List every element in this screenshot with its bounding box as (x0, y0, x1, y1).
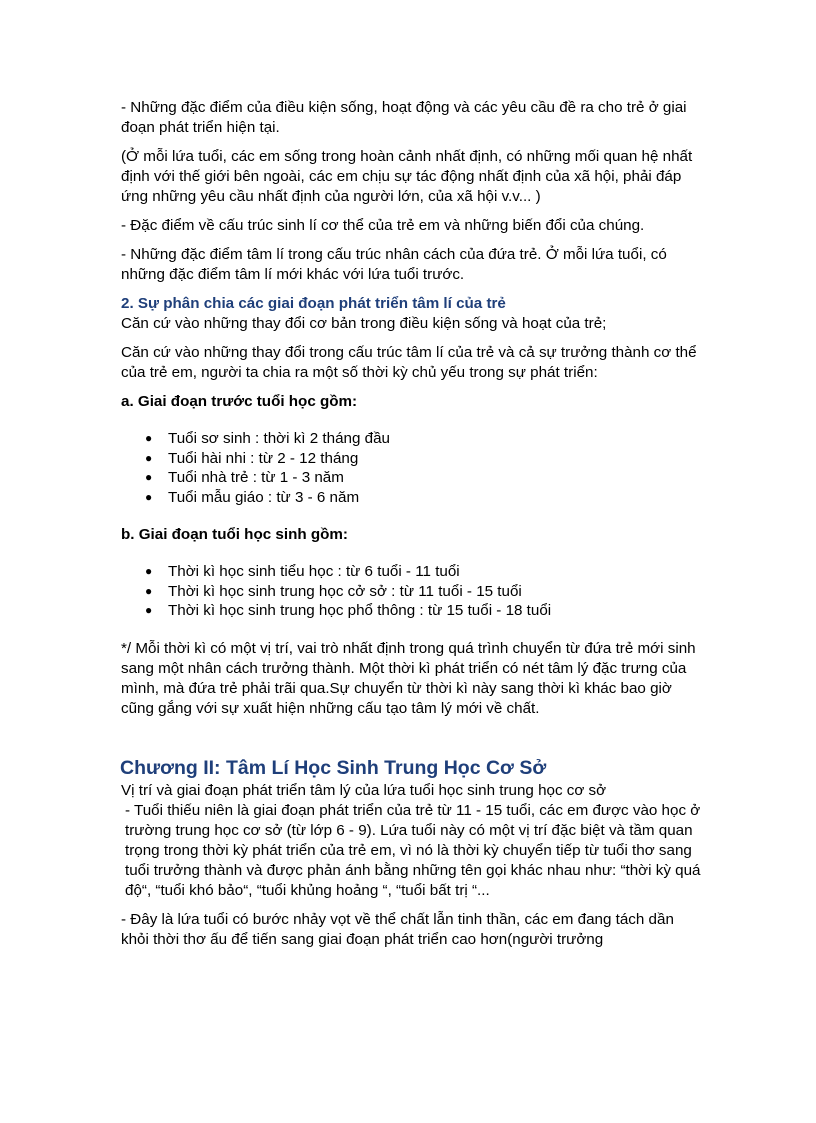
list-item (121, 582, 701, 602)
list-school-stages (121, 562, 701, 621)
document-page (121, 98, 701, 959)
list-item-text: Tuổi hài nhi : từ 2 - 12 tháng (168, 449, 359, 467)
chapter-title: Chương II: Tâm Lí Học Sinh Trung Học Cơ Sở (120, 756, 547, 779)
bullet-icon: ● (145, 564, 153, 578)
list-item (121, 488, 701, 508)
paragraph-basis-structure: Căn cứ vào những thay đổi trong cấu trúc tâm lí của trẻ và cả sự trưởng thành cơ thể của trẻ em, người ta chia ra một số thời kỳ chủ yếu trong sự phát triển: (121, 344, 697, 381)
paragraph-note: */ Mỗi thời kì có một vị trí, vai trò nhất định trong quá trình chuyển từ đứa trẻ mới sinh sang một nhân cách trưởng thành. Một thời kì phát triển có nét tâm lý đặc trưng của mình, mà đứa trẻ phải trãi qua.Sự chuyển từ thời kì này sang thời kì khác bao giờ cũng gắng với sự xuất hiện những cấu tạo tâm lý mới về chất. (121, 639, 696, 717)
list-item (121, 562, 701, 582)
paragraph-basis-living: Căn cứ vào những thay đổi cơ bản trong điều kiện sống và hoạt của trẻ; (121, 315, 607, 332)
list-item-text: Thời kì học sinh tiểu học : từ 6 tuổi - 11 tuổi (168, 563, 460, 580)
subheading-preschool: a. Giai đoạn trước tuổi học gồm: (121, 393, 358, 410)
subheading-school-age: b. Giai đoạn tuổi học sinh gồm: (121, 526, 348, 543)
paragraph-leap: - Đây là lứa tuổi có bước nhảy vọt về thể chất lẫn tinh thần, các em đang tách dần khỏi thời thơ ấu để tiến sang giai đoạn phát triển cao hơn(người trưởng (121, 910, 674, 948)
bullet-icon: ● (145, 583, 153, 598)
list-item (121, 429, 701, 449)
list-item (121, 601, 701, 621)
paragraph-adolescence: - Tuổi thiếu niên là giai đoạn phát triển của trẻ từ 11 - 15 tuổi, các em được vào học ở trường trung học cơ sở (từ lớp 6 - 9). Lứa tuổi này có một vị trí đặc biệt và tầm quan trọng trong thời kỳ phát triển của trẻ em, vì nó là thời kỳ chuyển tiếp từ tuổi thơ sang tuổi trưởng thành và được phản ánh bằng những tên gọi khác nhau như: “thời kỳ quá độ“, “tuổi khó bảo“, “tuổi khủng hoảng “, “tuổi bất trị “... (125, 801, 701, 899)
bullet-icon: ● (145, 489, 153, 504)
bullet-icon: ● (145, 470, 153, 484)
bullet-icon: ● (145, 431, 153, 445)
paragraph-psychology: - Những đặc điểm tâm lí trong cấu trúc nhân cách của đứa trẻ. Ở mỗi lứa tuổi, có những đặc điểm tâm lí mới khác với lứa tuổi trước. (121, 246, 667, 283)
list-item (121, 468, 701, 488)
paragraph-physiology: - Đặc điểm về cấu trúc sinh lí cơ thể của trẻ em và những biến đổi của chúng. (121, 217, 645, 234)
list-item-text: Thời kì học sinh trung học phổ thông : từ 15 tuổi - 18 tuổi (168, 602, 552, 619)
list-item-text: Tuổi mẫu giáo : từ 3 - 6 năm (168, 488, 360, 506)
list-item-text: Thời kì học sinh trung học cở sở : từ 11 tuổi - 15 tuổi (168, 582, 522, 600)
bullet-icon: ● (145, 603, 153, 617)
paragraph-relationships: (Ở mỗi lứa tuổi, các em sống trong hoàn cảnh nhất định, có những mối quan hệ nhất định với thế giới bên ngoài, các em chịu sự tác động nhất định của xã hội, phải đáp ứng những yêu cầu nhất định của người lớn, của xã hội v.v... ) (121, 148, 693, 205)
list-preschool-stages (121, 429, 701, 507)
paragraph-living-conditions: - Những đặc điểm của điều kiện sống, hoạt động và các yêu cầu đề ra cho trẻ ở giai đoạn phát triển hiện tại. (121, 99, 687, 136)
section-heading-stages: 2. Sự phân chia các giai đoạn phát triển tâm lí của trẻ (121, 295, 506, 312)
list-item-text: Tuổi sơ sinh : thời kì 2 tháng đầu (168, 430, 390, 447)
chapter-subtitle: Vị trí và giai đoạn phát triển tâm lý của lứa tuổi học sinh trung học cơ sở (121, 781, 607, 799)
list-item-text: Tuổi nhà trẻ : từ 1 - 3 năm (168, 469, 344, 486)
bullet-icon: ● (145, 450, 153, 465)
list-item (121, 449, 701, 469)
